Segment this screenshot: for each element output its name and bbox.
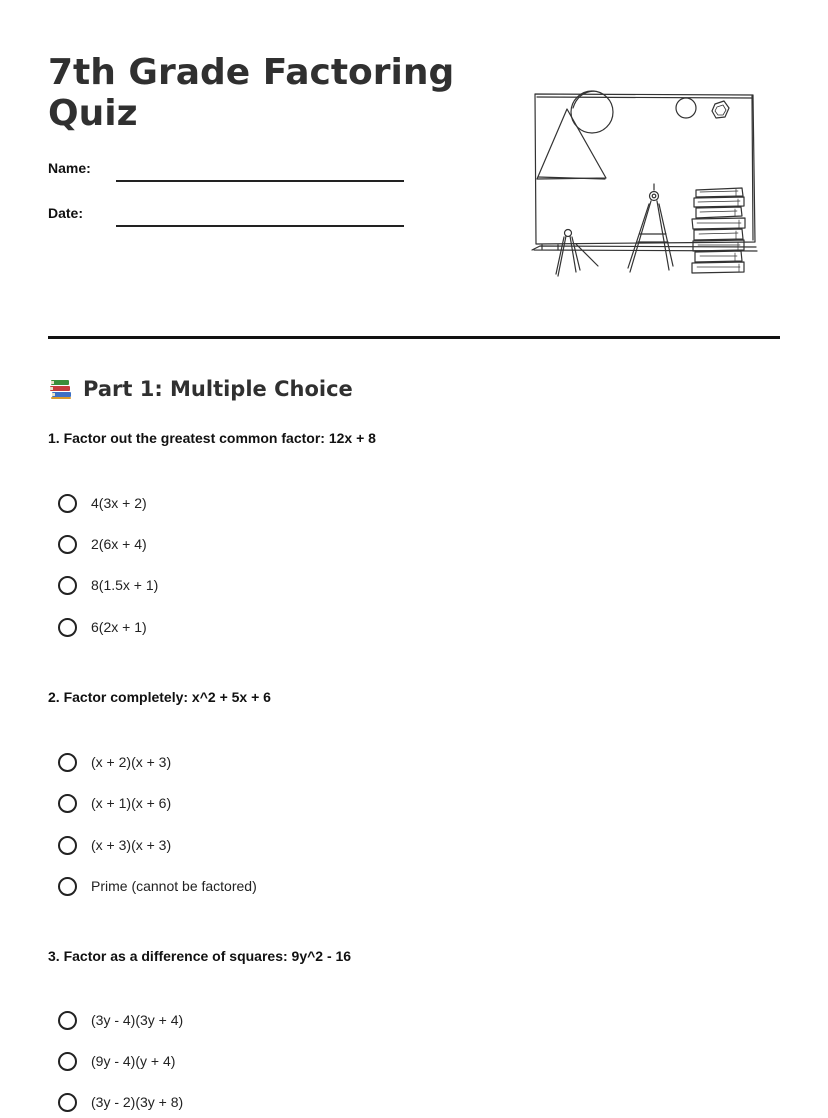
radio-button[interactable] (58, 753, 77, 772)
question-3-option-b[interactable] (58, 1048, 175, 1074)
question-2-option-a[interactable] (58, 749, 171, 775)
header-divider (48, 336, 780, 339)
radio-button[interactable] (58, 494, 77, 513)
name-blank-line[interactable] (116, 180, 404, 182)
question-1-option-c[interactable] (58, 572, 158, 598)
option-label: 6(2x + 1) (91, 619, 147, 635)
option-label: (x + 1)(x + 6) (91, 795, 172, 811)
question-2-option-b[interactable] (58, 790, 171, 816)
radio-button[interactable] (58, 794, 77, 813)
question-3-option-c[interactable] (58, 1089, 183, 1115)
name-label: Name: (48, 160, 91, 176)
option-label: (9y - 4)(y + 4) (91, 1053, 176, 1069)
radio-button[interactable] (58, 618, 77, 637)
option-label: (3y - 4)(3y + 4) (91, 1012, 184, 1028)
radio-button[interactable] (58, 836, 77, 855)
name-field (48, 160, 408, 190)
question-1-option-b[interactable] (58, 531, 147, 557)
option-label: Prime (cannot be factored) (91, 878, 257, 894)
date-blank-line[interactable] (116, 225, 404, 227)
radio-button[interactable] (58, 576, 77, 595)
radio-button[interactable] (58, 1052, 77, 1071)
date-field (48, 205, 408, 235)
date-label: Date: (48, 205, 84, 221)
question-2-prompt: 2. Factor completely: x^2 + 5x + 6 (48, 689, 271, 705)
option-label: (x + 2)(x + 3) (91, 754, 172, 770)
question-2-option-d[interactable] (58, 873, 257, 899)
option-label: (x + 3)(x + 3) (91, 837, 172, 853)
geometry-chalkboard-illustration (528, 84, 760, 284)
radio-button[interactable] (58, 1093, 77, 1112)
question-1-option-a[interactable] (58, 490, 147, 516)
question-3-prompt: 3. Factor as a difference of squares: 9y^2 - 16 (48, 948, 352, 964)
option-label: 8(1.5x + 1) (91, 577, 159, 593)
question-1-prompt: 1. Factor out the greatest common factor: 12x + 8 (48, 430, 376, 446)
quiz-title: 7th Grade Factoring Quiz (48, 52, 455, 134)
part1-title: Part 1: Multiple Choice (83, 377, 353, 401)
option-label: 4(3x + 2) (91, 495, 147, 511)
question-3-option-a[interactable] (58, 1007, 183, 1033)
option-label: (3y - 2)(3y + 8) (91, 1094, 184, 1110)
question-2-option-c[interactable] (58, 832, 171, 858)
option-label: 2(6x + 4) (91, 536, 147, 552)
radio-button[interactable] (58, 1011, 77, 1030)
part1-heading (48, 373, 353, 405)
question-1-option-d[interactable] (58, 614, 147, 640)
radio-button[interactable] (58, 877, 77, 896)
books-icon (48, 376, 74, 402)
radio-button[interactable] (58, 535, 77, 554)
